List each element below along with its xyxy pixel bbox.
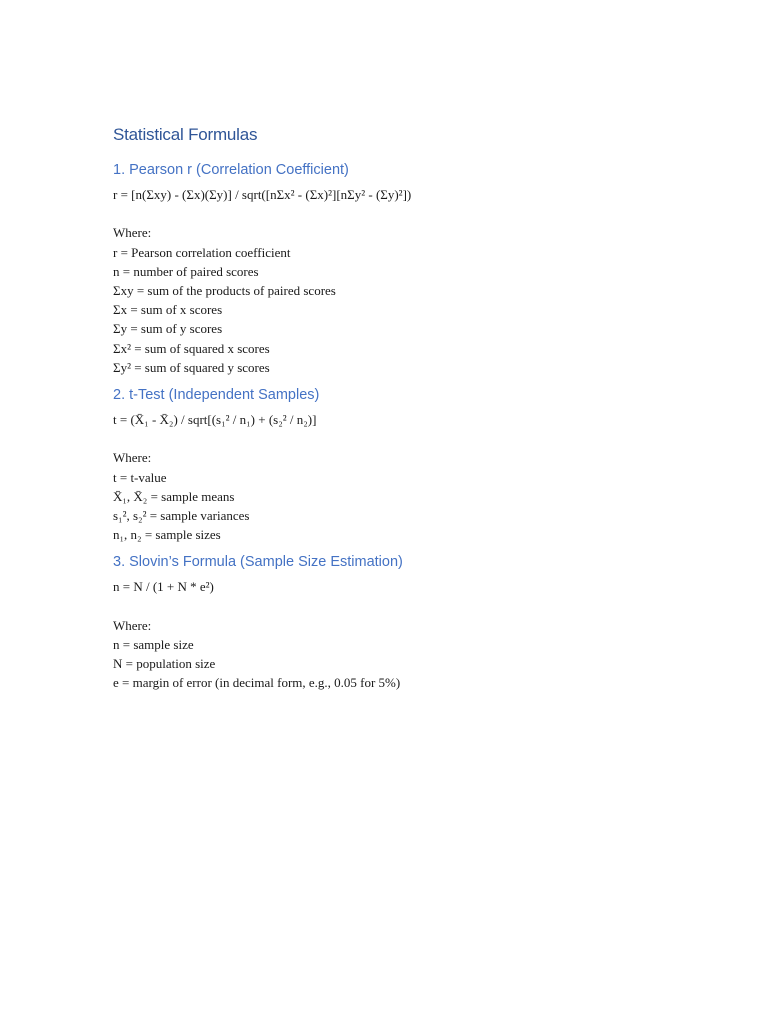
definition-line: t = t-value [113, 469, 167, 485]
spacer [113, 597, 673, 616]
section-heading: 3. Slovin’s Formula (Sample Size Estimation) [113, 554, 403, 571]
spacer [113, 204, 673, 223]
section-pearson-r [113, 160, 673, 377]
section-slovin [113, 552, 673, 692]
definition-line: n = number of paired scores [113, 263, 259, 279]
section-t-test [113, 385, 673, 544]
spacer [113, 429, 673, 448]
where-label: Where: [113, 450, 152, 466]
section-heading: 1. Pearson r (Correlation Coefficient) [113, 162, 349, 178]
definition-line: e = margin of error (in decimal form, e.g., 0.05 for 5%) [113, 675, 401, 691]
definition-line: Σxy = sum of the products of paired scores [113, 283, 336, 298]
definition-line: Σx = sum of x scores [113, 302, 223, 318]
formula: n = N / (1 + N * e²) [113, 579, 214, 595]
definition-line: r = Pearson correlation coefficient [113, 244, 291, 260]
definition-line: Σx² = sum of squared x scores [113, 340, 270, 356]
definition-line: s₁², s₂² = sample variances [113, 508, 250, 524]
document-page [113, 124, 673, 701]
formula: r = [n(Σxy) - (Σx)(Σy)] / sqrt([nΣx² - (Σx)²][nΣy² - (Σy)²]) [113, 187, 412, 202]
definition-line: n₁, n₂ = sample sizes [113, 527, 221, 543]
definition-line: N = population size [113, 656, 216, 672]
section-heading: 2. t-Test (Independent Samples) [113, 387, 320, 404]
definition-line: Σy = sum of y scores [113, 321, 223, 337]
where-label: Where: [113, 617, 152, 633]
definition-line: Σy² = sum of squared y scores [113, 359, 270, 375]
definition-line: n = sample size [113, 637, 194, 653]
where-label: Where: [113, 225, 152, 241]
document-title: Statistical Formulas [113, 125, 258, 144]
formula: t = (X̄₁ - X̄₂) / sqrt[(s₁² / n₁) + (s₂² / n₂)] [113, 412, 317, 428]
definition-line: X̄₁, X̄₂ = sample means [113, 488, 235, 504]
